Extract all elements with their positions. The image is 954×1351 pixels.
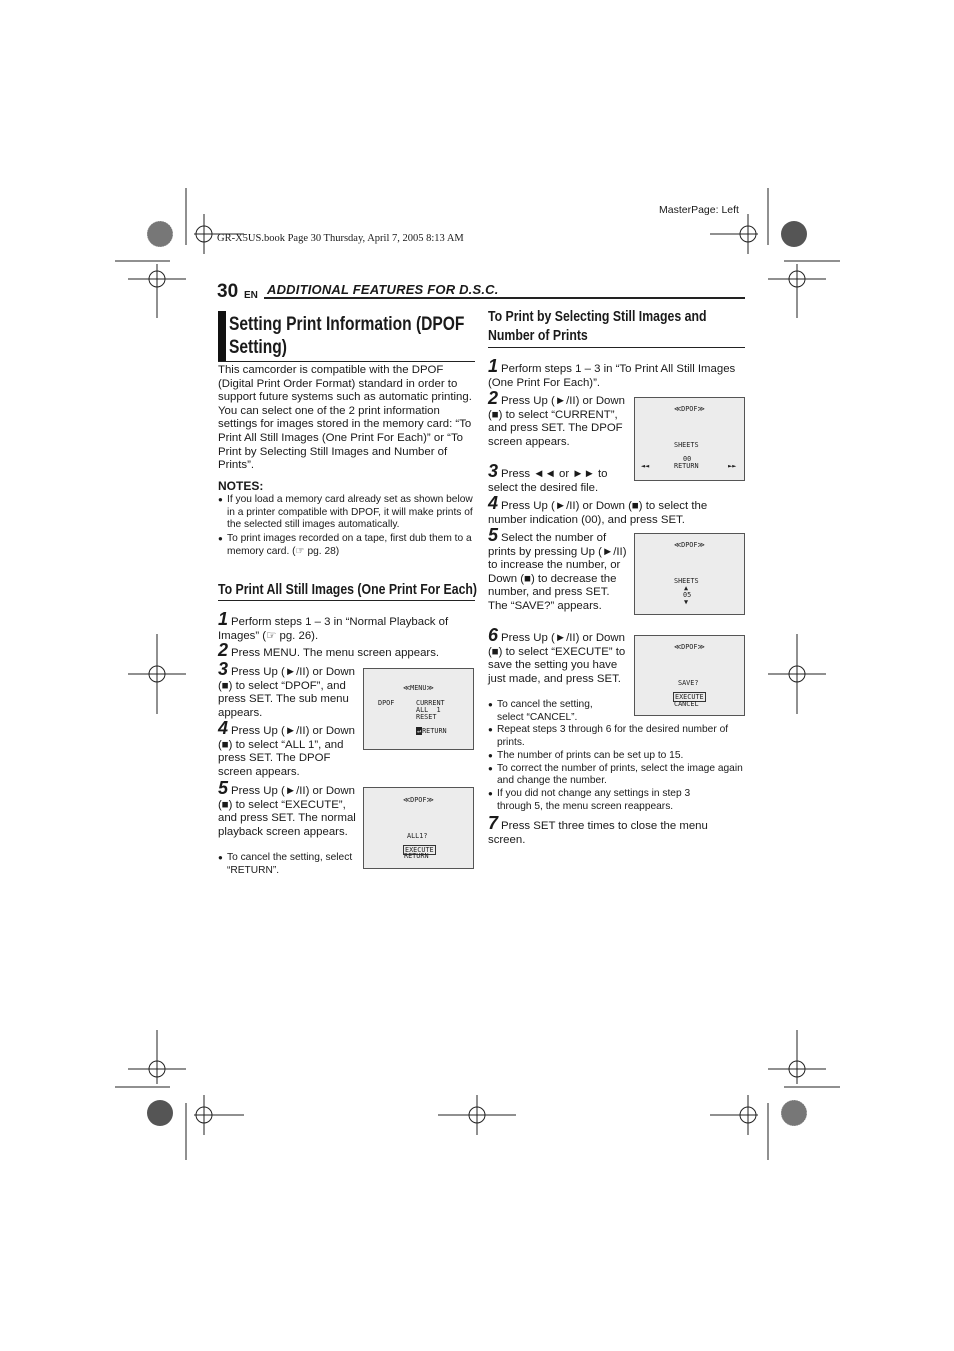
right-step-4: 4 Press Up (►/II) or Down (■) to select the number indication (00), and press SET. — [488, 493, 708, 526]
subsection-rule-right — [488, 347, 745, 348]
header-rule — [264, 297, 745, 299]
screen-reset: RESET — [416, 713, 437, 721]
language-code: EN — [244, 290, 258, 301]
note-item: ● Repeat steps 3 through 6 for the desired number of prints. — [488, 724, 744, 749]
title-bar — [218, 311, 226, 361]
screen-execute: EXECUTE — [405, 846, 434, 854]
right-step-7: 7 Press SET three times to close the menu screen. — [488, 813, 708, 846]
screen-all1-question: ALL1? — [407, 832, 428, 840]
note-item: ● If you did not change any settings in step 3 through 5, the menu screen reappears. — [488, 788, 717, 813]
sheets-screen-image — [634, 533, 745, 615]
page-number: 30 — [217, 281, 239, 302]
subsection-title-select-line1: To Print by Selecting Still Images and — [488, 308, 707, 325]
screen-title: ≪DPOF≫ — [674, 541, 705, 549]
menu-screen-image — [363, 668, 474, 750]
master-page-label: MasterPage: Left — [659, 204, 739, 216]
note-item: ● To print images recorded on a tape, first dub them to a memory card. (☞ pg. 28) — [218, 533, 474, 558]
page-title-line2: Setting) — [229, 337, 287, 358]
right-step-3: 3 Press ◄◄ or ►► to select the desired file. — [488, 461, 608, 494]
note-item: ● To cancel the setting, select “CANCEL”. — [488, 699, 607, 724]
step-1: 1 Perform steps 1 – 3 in “Normal Playback of Images” (☞ pg. 26). — [218, 609, 449, 642]
note-item: ● To correct the number of prints, select the image again and change the number. — [488, 763, 744, 788]
screen-current: CURRENT — [416, 699, 445, 707]
title-rule — [218, 361, 475, 362]
all1-screen-image — [363, 787, 474, 869]
step-5-note: ● To cancel the setting, select “RETURN”. — [218, 852, 358, 877]
right-step-1: 1 Perform steps 1 – 3 in “To Print All Still Images (One Print For Each)”. — [488, 356, 736, 389]
screen-execute: EXECUTE — [675, 693, 704, 701]
note-item: ● The number of prints can be set up to 15. — [488, 750, 744, 763]
screen-return: RETURN — [404, 852, 429, 860]
screen-save-question: SAVE? — [678, 679, 699, 687]
note-item: ● If you load a memory card already set as shown below in a printer compatible with DPOF, it will make prints of the selected still images automatically. — [218, 494, 474, 532]
current-screen-image — [634, 397, 745, 481]
screen-return: RETURN — [422, 727, 447, 735]
screen-return: RETURN — [674, 462, 699, 470]
screen-title: ≪MENU≫ — [403, 684, 434, 692]
screen-sheets: SHEETS — [674, 441, 699, 449]
screen-title: ≪DPOF≫ — [674, 643, 705, 651]
subsection-title-all: To Print All Still Images (One Print For Each) — [218, 581, 478, 598]
rewind-icon: ◄◄ — [641, 462, 650, 470]
notes-list — [218, 494, 474, 559]
right-step-6-notes — [488, 699, 744, 813]
screen-dpof: DPOF — [378, 699, 395, 707]
screen-number: 00 — [683, 455, 692, 463]
return-icon: ↵ — [417, 727, 422, 735]
right-step-6: 6 Press Up (►/II) or Down (■) to select “EXECUTE” to save the setting you have just made, and press SET. — [488, 625, 626, 685]
right-step-2: 2 Press Up (►/II) or Down (■) to select “CURRENT”, and press SET. The DPOF screen appears. — [488, 388, 625, 448]
screen-title: ≪DPOF≫ — [403, 796, 434, 804]
down-arrow-icon: ▼ — [684, 598, 689, 606]
subsection-rule — [218, 600, 475, 601]
screen-all1: ALL 1 — [416, 706, 441, 714]
step-4: 4 Press Up (►/II) or Down (■) to select “ALL 1”, and press SET. The DPOF screen appears. — [218, 718, 355, 778]
step-5: 5 Press Up (►/II) or Down (■) to select “EXECUTE”, and press SET. The normal playback screen appears. — [218, 778, 356, 838]
step-3: 3 Press Up (►/II) or Down (■) to select “DPOF”, and press SET. The sub menu appears. — [218, 659, 355, 719]
screen-title: ≪DPOF≫ — [674, 405, 705, 413]
subsection-title-select-line2: Number of Prints — [488, 327, 588, 344]
right-step-5: 5 Select the number of prints by pressing Up (►/II) to increase the number, or Down (■) to decrease the number, and press SET. The “SAVE?” appears. — [488, 525, 627, 612]
section-title: ADDITIONAL FEATURES FOR D.S.C. — [267, 282, 499, 297]
file-info: GR-X5US.book Page 30 Thursday, April 7, 2005 8:13 AM — [217, 233, 464, 244]
step-2: 2 Press MENU. The menu screen appears. — [218, 640, 440, 660]
screen-number: 05 — [683, 591, 692, 599]
save-screen-image — [634, 635, 745, 716]
screen-cancel: CANCEL — [674, 700, 699, 708]
fast-forward-icon: ►► — [728, 462, 737, 470]
screen-sheets: SHEETS — [674, 577, 699, 585]
notes-title: NOTES: — [218, 479, 264, 493]
up-arrow-icon: ▲ — [684, 584, 689, 592]
page-title-line1: Setting Print Information (DPOF — [229, 314, 465, 335]
intro-paragraph: This camcorder is compatible with the DPOF (Digital Print Order Format) standard in order to support future systems such as automatic printing. You can select one of the 2 print information settings for images stored in the memory card: “To Print All Still Images (One Print For Each)” or “To Print by Selecting Still Images and Number of Prints”. — [218, 364, 472, 472]
